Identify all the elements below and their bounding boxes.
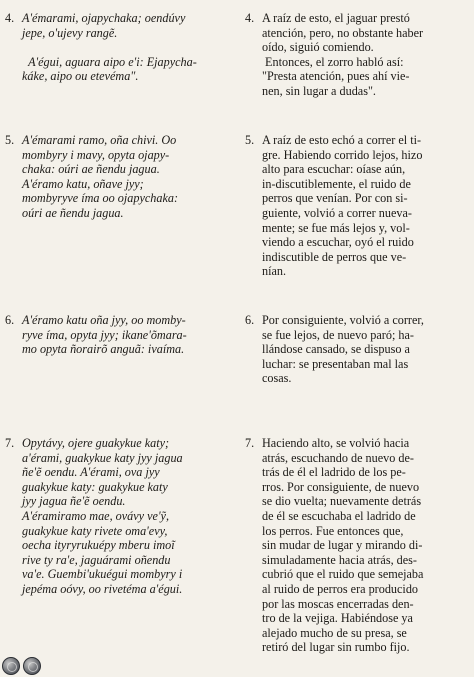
text-line: retiró del lugar sin rumbo fijo. — [262, 640, 410, 655]
text-line: llándose cansado, se dispuso a — [262, 342, 410, 357]
text-line: ryve íma, opyta jyy; ikane'õmara- — [22, 327, 187, 342]
text-line: káke, aipo ou etevéma". — [22, 69, 139, 84]
text-line: los perros. Fue entonces que, — [262, 523, 404, 538]
text-line: A raíz de esto echó a correr el ti- — [262, 133, 422, 147]
text-line: tro de la vejiga. Habiéndose ya — [262, 611, 413, 626]
text-line: guakykue katy rivete oma'evy, — [22, 523, 168, 538]
text-line: trás de él el ladrido de los pe- — [262, 465, 406, 480]
text-line: mente; se fue más lejos y, vol- — [262, 220, 410, 235]
text-line: A'éramo katu oña jyy, oo momby- — [22, 313, 186, 327]
paragraph-number: 5. — [5, 133, 15, 147]
text-line: nen, sin lugar a dudas". — [262, 83, 376, 98]
text-line: se fue lejos, de nuevo paró; ha- — [262, 327, 414, 342]
text-line: mombyryve íma oo ojapychaka: — [22, 191, 179, 206]
text-line: oúri ae ñendu jagua. — [22, 205, 124, 220]
text-line: mombyry i mavy, opyta ojapy- — [22, 147, 170, 162]
spanish-paragraph-7 — [245, 436, 470, 655]
paragraph-number: 5. — [245, 133, 255, 147]
coin-icon — [23, 657, 41, 675]
paragraph-number: 7. — [5, 436, 15, 450]
corner-icons — [2, 657, 41, 675]
paragraph-number: 4. — [245, 11, 255, 25]
text-line: jyy jagua ñe'ẽ oendu. — [22, 494, 126, 509]
spanish-paragraph-4 — [245, 11, 470, 99]
text-line: cubrió que el ruido que semejaba — [262, 567, 424, 582]
text-line: Haciendo alto, se volvió hacia — [262, 436, 410, 450]
text-line: por las moscas encerradas den- — [262, 596, 414, 611]
text-line: sin mudar de lugar y mirando di- — [262, 538, 423, 553]
text-line: nían. — [262, 264, 287, 279]
text-line: "Presta atención, pues ahí vie- — [262, 69, 410, 84]
text-line: luchar: se presentaban mal las — [262, 356, 409, 371]
text-line: Por consiguiente, volvió a correr, — [262, 313, 424, 327]
text-line: a'érami, guakykue katy jyy jagua — [22, 450, 183, 465]
text-line: viendo a escuchar, oyó el ruido — [262, 235, 414, 250]
text-line: A'éramo katu, oñave jyy; — [22, 176, 144, 191]
text-line: Entonces, el zorro habló así: — [265, 54, 404, 69]
text-line: al ruido de perros era producido — [262, 581, 419, 596]
text-line: A'égui, aguara aipo e'i: Ejapycha- — [28, 54, 197, 69]
text-line: atrás, escuchando de nuevo de- — [262, 450, 414, 465]
text-line: oecha ityryrukuépy mberu imoĩ — [22, 538, 175, 553]
paragraph-number: 4. — [5, 11, 15, 25]
text-line: A'éramiramo mae, ovávy ve'ỹ, — [22, 508, 170, 523]
text-line: indiscutible de perros que ve- — [262, 249, 407, 264]
text-line: mo opyta ñorairõ anguã: ivaíma. — [22, 342, 185, 357]
text-line: oído, siguió comiendo. — [262, 40, 374, 55]
coin-icon — [2, 657, 20, 675]
spanish-paragraph-6 — [245, 313, 470, 386]
text-line: rive ty ra'e, jaguárami oñendu — [22, 552, 171, 567]
paragraph-number: 7. — [245, 436, 255, 450]
text-line: A'émarami ramo, oña chivi. Oo — [22, 133, 177, 147]
text-line: jepéma oóvy, oo rivetéma a'égui. — [22, 581, 183, 596]
text-line: jepe, o'ujevy rangẽ. — [22, 25, 118, 40]
text-line: cosas. — [262, 371, 292, 386]
text-line: A'émarami, ojapychaka; oendúvy — [22, 11, 186, 25]
spanish-paragraph-5 — [245, 133, 470, 279]
guarani-paragraph-4 — [5, 11, 227, 84]
text-line: atención, pero, no obstante haber — [262, 25, 424, 40]
text-line: perros que venían. Por con si- — [262, 191, 408, 206]
guarani-paragraph-6 — [5, 313, 227, 357]
text-line: in-discutiblemente, el ruido de — [262, 176, 411, 191]
text-line: guiente, volvió a correr nueva- — [262, 205, 412, 220]
text-line: va'e. Guembi'ukuégui mombyry i — [22, 567, 183, 582]
paragraph-number: 6. — [5, 313, 15, 327]
text-line: rros. Por consiguiente, de nuevo — [262, 479, 420, 494]
text-line: Opytávy, ojere guakykue katy; — [22, 436, 170, 450]
text-line: guakykue katy: guakykue katy — [22, 479, 168, 494]
guarani-paragraph-7 — [5, 436, 227, 597]
text-line: se dio vuelta; nuevamente detrás — [262, 494, 422, 509]
text-line: alejado mucho de su presa, se — [262, 625, 407, 640]
text-line: ñe'ẽ oendu. A'érami, ova jyy — [22, 465, 160, 480]
text-line: alto para escuchar: oíase aún, — [262, 162, 406, 177]
text-line: chaka: oúri ae ñendu jagua. — [22, 162, 160, 177]
text-line: simuladamente hacia atrás, des- — [262, 552, 417, 567]
paragraph-number: 6. — [245, 313, 255, 327]
text-line: gre. Habiendo corrido lejos, hizo — [262, 147, 423, 162]
text-line: de él se escuchaba el ladrido de — [262, 508, 416, 523]
text-line: A raíz de esto, el jaguar prestó — [262, 11, 410, 25]
guarani-paragraph-5 — [5, 133, 227, 221]
